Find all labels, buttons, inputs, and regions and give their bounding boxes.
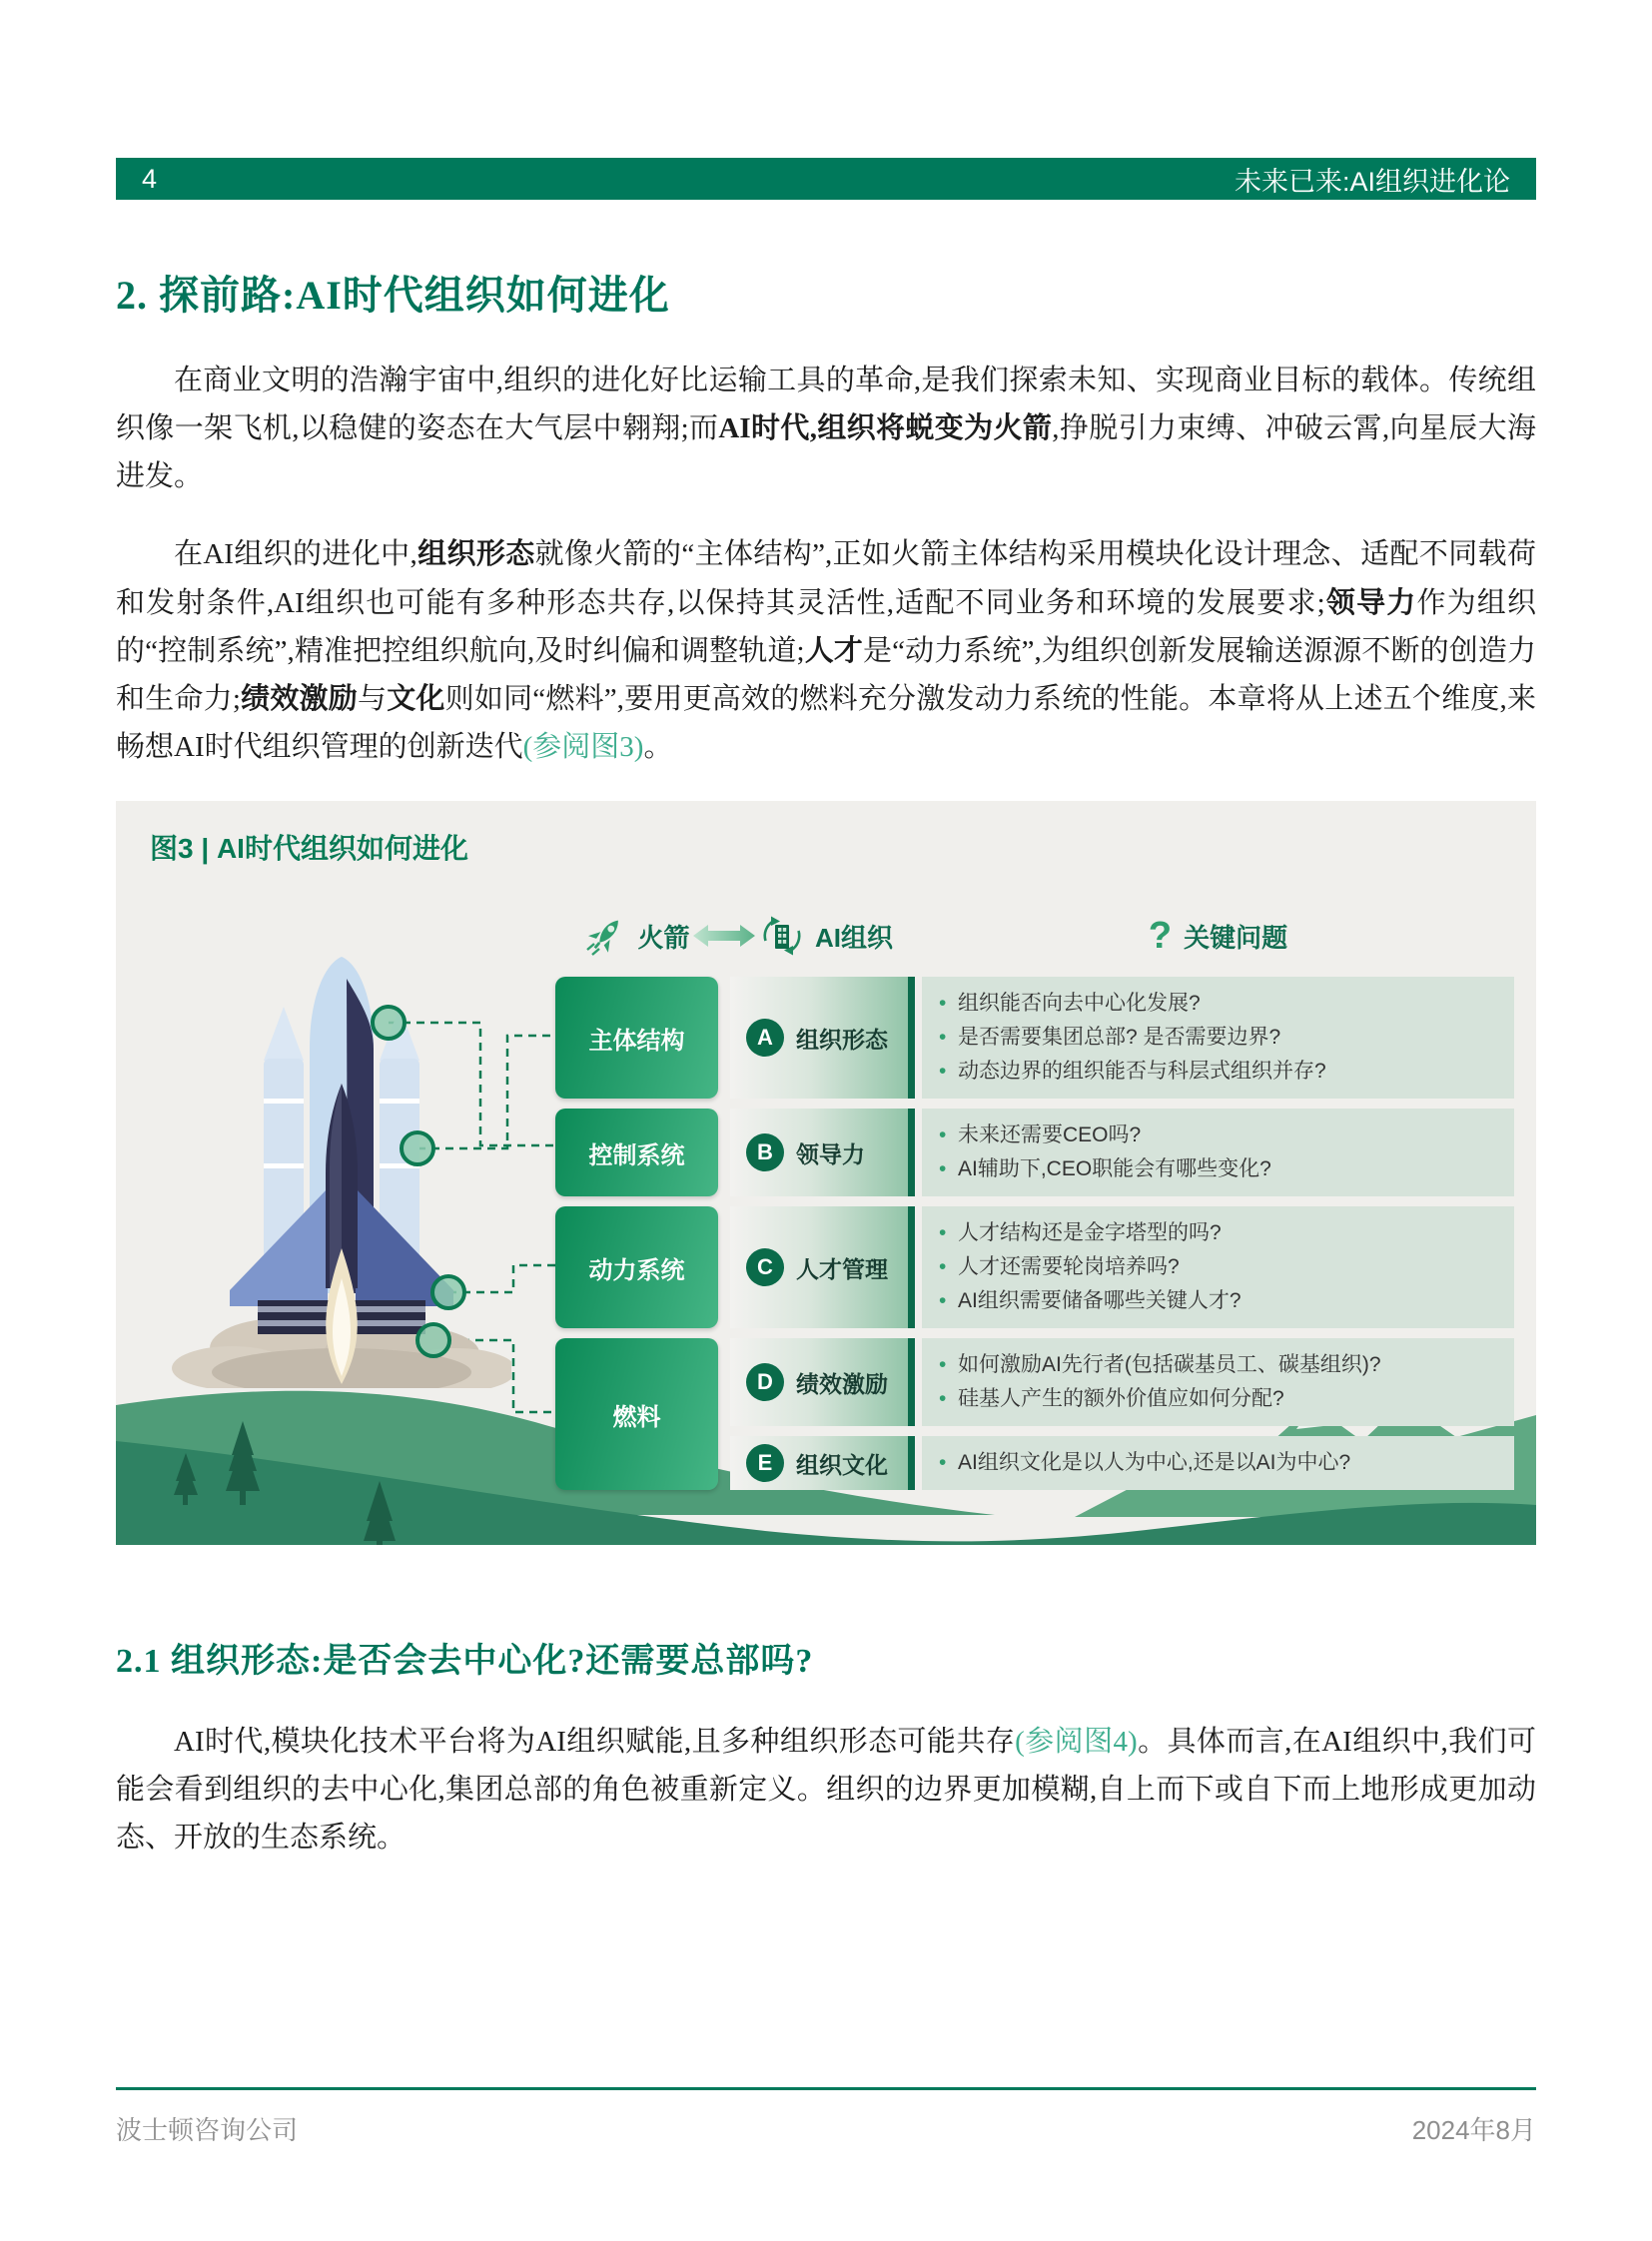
figure-title: 图3 | AI时代组织如何进化 <box>150 833 468 864</box>
page-number: 4 <box>142 163 158 194</box>
letter-badge: B <box>746 1133 784 1171</box>
org-aspect-cell <box>730 1338 915 1426</box>
figure-row <box>730 1206 1514 1328</box>
org-aspect-cell <box>730 977 915 1099</box>
question-list <box>922 1206 1514 1328</box>
figure-reference-link[interactable]: (参阅图4) <box>1015 1726 1138 1758</box>
question-item: • 人才结构还是金字塔型的吗? <box>958 1216 1506 1250</box>
question-list <box>922 1338 1514 1426</box>
question-mark-icon: ? <box>1148 915 1173 957</box>
header-title: 未来已来:AI组织进化论 <box>1234 166 1510 197</box>
question-list <box>922 1436 1514 1490</box>
question-item: • AI组织需要储备哪些关键人才? <box>958 1284 1506 1318</box>
legend-questions-label: 关键问题 <box>1184 922 1288 953</box>
question-item: • 人才还需要轮岗培养吗? <box>958 1250 1506 1284</box>
rocket-part-label: 动力系统 <box>555 1206 718 1328</box>
org-aspect-label: 组织文化 <box>796 1451 888 1478</box>
org-building-cycle-icon <box>759 913 805 959</box>
figure-row-group <box>555 1338 1514 1490</box>
paragraph-3: AI时代,模块化技术平台将为AI组织赋能,且多种组织形态可能共存(参阅图4)。具体而言,在AI组织中,我们可能会看到组织的去中心化,集团总部的角色被重新定义。组织的边界更加模糊,自上而下或自下而上地形成更加动态、开放的生态系统。 <box>116 1726 1536 1855</box>
figure-row <box>730 1436 1514 1490</box>
page-footer <box>116 2087 1536 2147</box>
org-aspect-label: 组织形态 <box>796 1026 888 1053</box>
letter-badge: D <box>746 1363 784 1401</box>
question-item: • 如何激励AI先行者(包括碳基员工、碳基组织)? <box>958 1348 1506 1382</box>
rocket-part-label: 主体结构 <box>555 977 718 1099</box>
figure-row <box>730 1338 1514 1426</box>
paragraph-2: 在AI组织的进化中,组织形态就像火箭的“主体结构”,正如火箭主体结构采用模块化设计理念、适配不同载荷和发射条件,AI组织也可能有多种形态共存,以保持其灵活性,适配不同业务和环境的发展要求;领导力作为组织的“控制系统”,精准把控组织航向,及时纠偏和调整轨道;人才是“动力系统”,为组织创新发展输送源源不断的创造力和生命力;绩效激励与文化则如同“燃料”,要用更高效的燃料充分激发动力系统的性能。本章将从上述五个维度,来畅想AI时代组织管理的创新迭代(参阅图3)。 <box>116 538 1536 763</box>
double-arrow-icon <box>691 921 757 951</box>
question-item: • 动态边界的组织能否与科层式组织并存? <box>958 1055 1506 1089</box>
section-heading: 2. 探前路:AI时代组织如何进化 <box>116 273 670 318</box>
legend-org <box>730 913 922 959</box>
org-aspect-cell <box>730 1436 915 1490</box>
legend-rocket-label: 火箭 <box>637 922 690 953</box>
figure-3 <box>116 801 1536 1545</box>
figure-legend <box>555 907 1514 965</box>
question-list <box>922 977 1514 1099</box>
rocket-part-label: 燃料 <box>555 1338 718 1490</box>
question-item: • AI组织文化是以人为中心,还是以AI为中心? <box>958 1446 1506 1480</box>
rocket-illustration <box>172 949 511 1388</box>
figure-row <box>730 1109 1514 1196</box>
legend-questions <box>922 917 1514 955</box>
question-item: • 组织能否向去中心化发展? <box>958 987 1506 1021</box>
question-list <box>922 1109 1514 1196</box>
letter-badge: C <box>746 1248 784 1286</box>
footer-company: 波士顿咨询公司 <box>116 2115 299 2145</box>
rocket-icon <box>583 914 627 958</box>
footer-date: 2024年8月 <box>1411 2115 1536 2145</box>
question-item: • 硅基人产生的额外价值应如何分配? <box>958 1382 1506 1416</box>
page-header-bar <box>116 158 1536 200</box>
rocket-part-label: 控制系统 <box>555 1109 718 1196</box>
figure-row-group <box>555 1109 1514 1196</box>
letter-badge: A <box>746 1019 784 1057</box>
question-item: • 是否需要集团总部? 是否需要边界? <box>958 1021 1506 1055</box>
figure-reference-link[interactable]: (参阅图3) <box>522 730 644 763</box>
figure-row-group <box>555 1206 1514 1328</box>
letter-badge: E <box>746 1444 784 1482</box>
figure-row-groups <box>555 977 1514 1490</box>
legend-org-label: AI组织 <box>814 922 893 953</box>
org-aspect-label: 绩效激励 <box>796 1370 888 1397</box>
question-item: • AI辅助下,CEO职能会有哪些变化? <box>958 1152 1506 1186</box>
figure-row <box>730 977 1514 1099</box>
subsection-heading: 2.1 组织形态:是否会去中心化?还需要总部吗? <box>116 1643 814 1680</box>
figure-row-group <box>555 977 1514 1099</box>
org-aspect-label: 领导力 <box>796 1140 865 1167</box>
figure-table <box>555 907 1514 1490</box>
paragraph-1: 在商业文明的浩瀚宇宙中,组织的进化好比运输工具的革命,是我们探索未知、实现商业目标的载体。传统组织像一架飞机,以稳健的姿态在大气层中翱翔;而AI时代,组织将蜕变为火箭,挣脱引力束缚、冲破云霄,向星辰大海进发。 <box>116 365 1536 493</box>
org-aspect-cell <box>730 1206 915 1328</box>
org-aspect-label: 人才管理 <box>796 1255 888 1282</box>
org-aspect-cell <box>730 1109 915 1196</box>
question-item: • 未来还需要CEO吗? <box>958 1119 1506 1152</box>
